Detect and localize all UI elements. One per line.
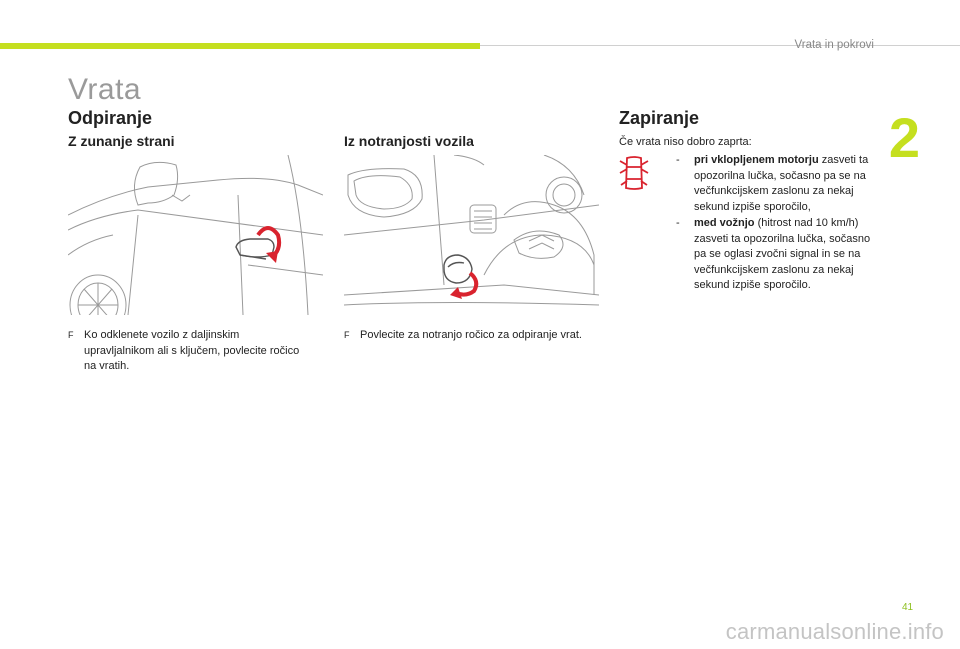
header-title: Vrata in pokrovi (794, 39, 874, 51)
red-rotation-arrow-icon (450, 273, 476, 299)
closing-intro: Če vrata niso dobro zaprta: (619, 136, 752, 148)
caption-outside-text: Ko odklenete vozilo z daljinskim upravljalnikom ali s ključem, povlecite ročico na vratih. (84, 329, 300, 372)
list-item-bold: med vožnjo (694, 217, 755, 229)
subheading-inside: Iz notranjosti vozila (344, 133, 474, 149)
caption-inside (344, 328, 594, 344)
closing-warning-list (676, 153, 876, 295)
bullet-glyph: F (68, 330, 74, 340)
header-divider (480, 45, 960, 46)
watermark: carmanualsonline.info (725, 619, 944, 644)
bullet-glyph: F (344, 330, 350, 340)
header-accent-bar (0, 43, 480, 49)
page-title: Vrata (68, 73, 142, 106)
inside-door-illustration (344, 155, 599, 315)
list-item-bold: pri vklopljenem motorju (694, 154, 819, 166)
chapter-number: 2 (888, 106, 920, 169)
outside-door-illustration (68, 155, 323, 315)
caption-inside-text: Povlecite za notranjo ročico za odpiranje vrat. (360, 329, 582, 341)
list-dash: - (676, 154, 680, 166)
subheading-outside: Z zunanje strani (68, 133, 175, 149)
door-open-warning-icon (617, 155, 651, 196)
list-dash: - (676, 217, 680, 229)
list-item-text: (hitrost nad 10 km/h) zasveti ta opozorilna lučka, sočasno pa se oglasi zvočni signal in se na večfunkcijskem zaslonu za nekaj sekund izpiše sporočilo. (694, 217, 871, 291)
section-heading-odpiranje: Odpiranje (68, 108, 153, 128)
list-item (676, 216, 876, 294)
list-item-text: zasveti ta opozorilna lučka, sočasno pa se na večfunkcijskem zaslonu za nekaj sekund izpiše sporočilo, (694, 154, 869, 213)
caption-outside (68, 328, 308, 375)
page-number: 41 (902, 602, 914, 613)
list-item (676, 153, 876, 215)
section-heading-zapiranje: Zapiranje (619, 108, 700, 128)
